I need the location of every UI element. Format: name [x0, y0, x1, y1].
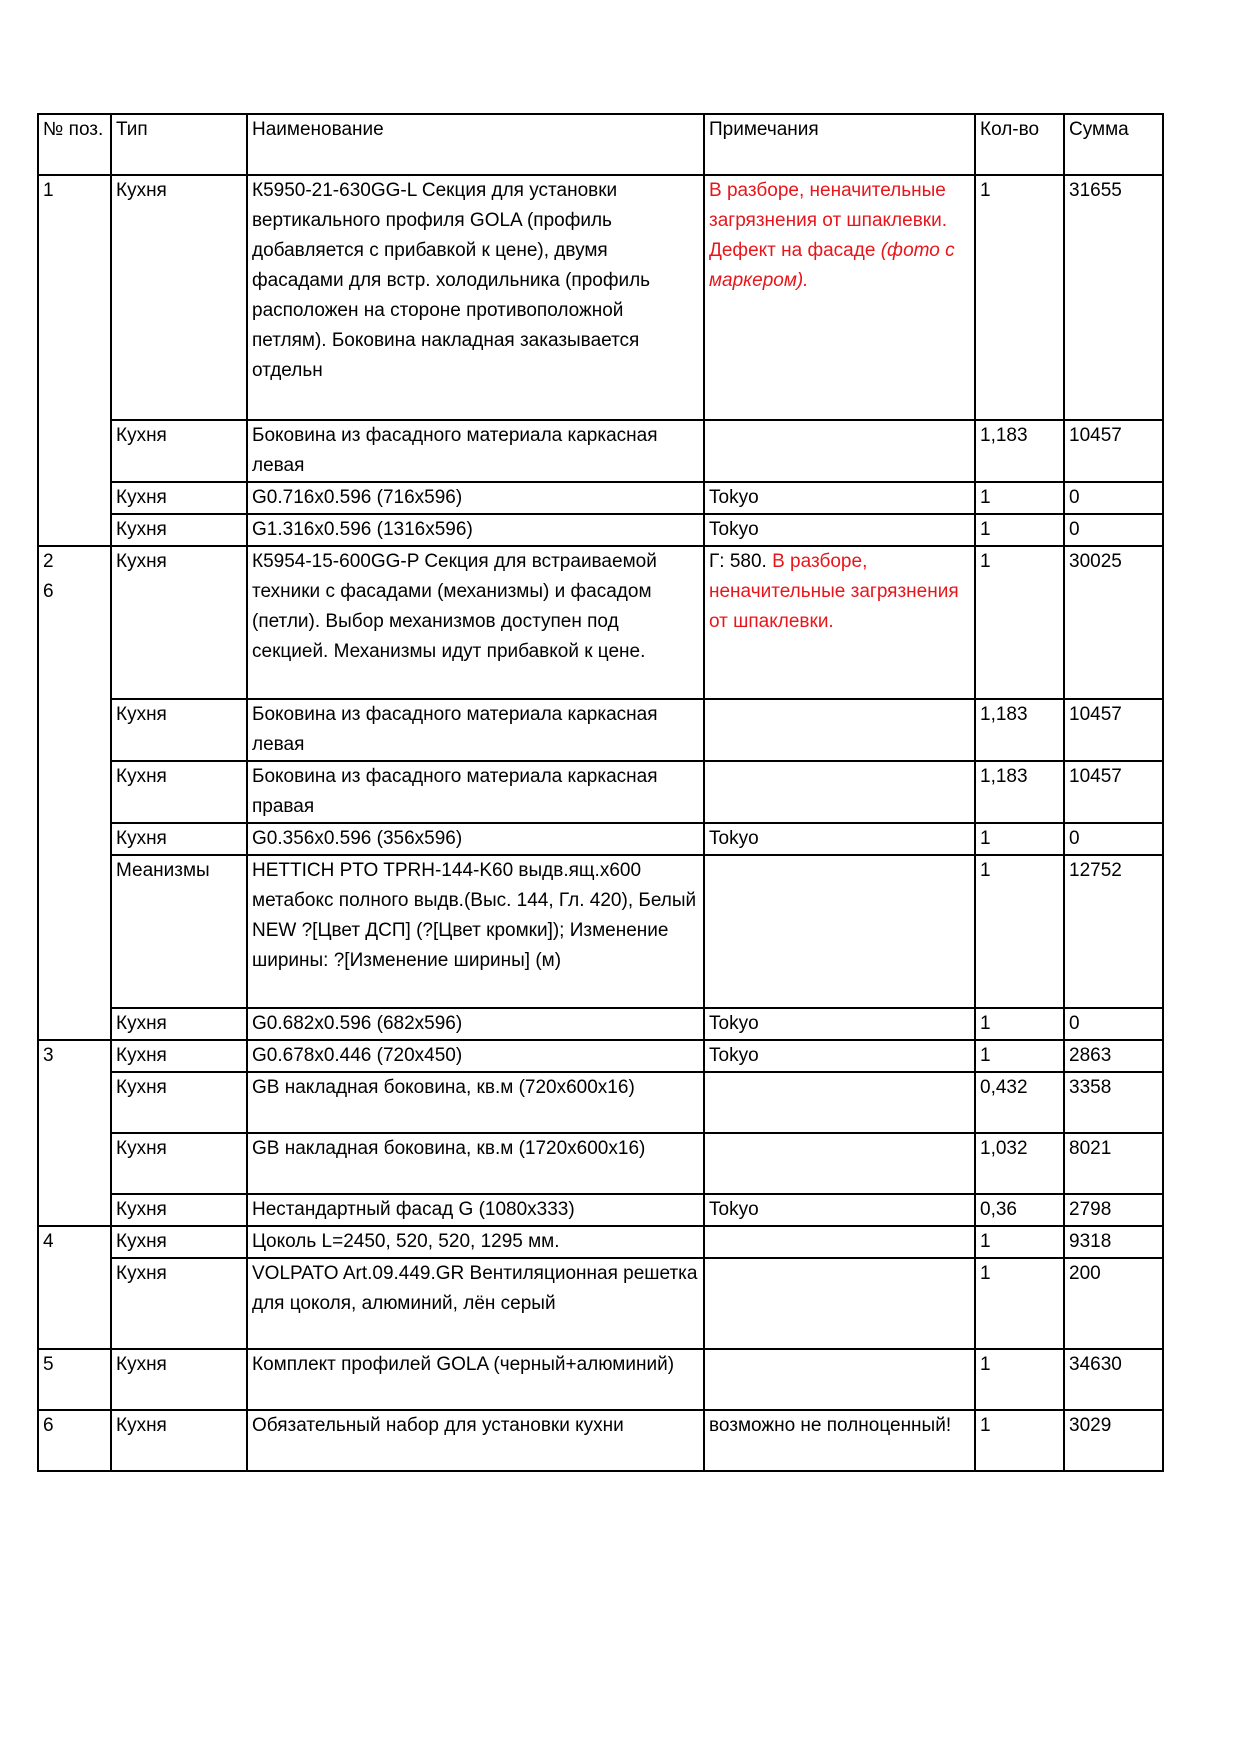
item-note: [704, 420, 975, 482]
item-sum: 31655: [1064, 175, 1163, 420]
item-name: G0.716x0.596 (716x596): [247, 482, 704, 514]
note-warning-text: В разборе, неначительные загрязнения от шпаклевки.: [709, 551, 959, 632]
item-note: [704, 514, 975, 546]
item-name: Комплект профилей GOLA (черный+алюминий): [247, 1349, 704, 1410]
item-sum: 12752: [1064, 855, 1163, 1008]
item-quantity: 1: [975, 1349, 1064, 1410]
item-sum: 0: [1064, 1008, 1163, 1040]
item-quantity: 1: [975, 1410, 1064, 1471]
item-note: [704, 546, 975, 699]
note-warning-text: В разборе, неначительные загрязнения от шпаклевки. Дефект на фасаде: [709, 180, 948, 261]
header-pos: № поз.: [38, 114, 111, 175]
table-row: [38, 1226, 1163, 1258]
item-note: [704, 823, 975, 855]
item-name: Нестандартный фасад G (1080x333): [247, 1194, 704, 1226]
note-text: Tokyo: [709, 1199, 759, 1220]
document-page: [37, 113, 1162, 1472]
table-row: [38, 1258, 1163, 1349]
position-number: [38, 175, 111, 546]
table-row: [38, 482, 1163, 514]
position-number: [38, 546, 111, 1040]
item-quantity: 1: [975, 175, 1064, 420]
item-sum: 10457: [1064, 420, 1163, 482]
item-quantity: 1: [975, 482, 1064, 514]
table-row: [38, 823, 1163, 855]
item-sum: 10457: [1064, 761, 1163, 823]
item-type: Кухня: [111, 546, 247, 699]
item-name: GB накладная боковина, кв.м (1720x600x16): [247, 1133, 704, 1194]
item-name: G0.682x0.596 (682x596): [247, 1008, 704, 1040]
item-name: Цоколь L=2450, 520, 520, 1295 мм.: [247, 1226, 704, 1258]
item-name: G1.316x0.596 (1316x596): [247, 514, 704, 546]
position-number-line: 4: [43, 1231, 54, 1252]
item-quantity: 0,432: [975, 1072, 1064, 1133]
table-row: [38, 514, 1163, 546]
header-name: Наименование: [247, 114, 704, 175]
table-row: [38, 855, 1163, 1008]
header-note: Примечания: [704, 114, 975, 175]
table-row: [38, 1072, 1163, 1133]
item-type: Кухня: [111, 514, 247, 546]
item-sum: 30025: [1064, 546, 1163, 699]
item-note: [704, 1349, 975, 1410]
item-name: G0.678x0.446 (720x450): [247, 1040, 704, 1072]
position-number-line: 3: [43, 1045, 54, 1066]
item-note: [704, 1072, 975, 1133]
note-text: Tokyo: [709, 519, 759, 540]
item-name: К5950-21-630GG-L Секция для установки вертикального профиля GOLA (профиль добавляется с прибавкой к цене), двумя фасадами для встр. холодильника (профиль расположен на стороне противоположной петлям). Боковина накладная заказывается отдельн: [247, 175, 704, 420]
item-name: Боковина из фасадного материала каркасная левая: [247, 699, 704, 761]
item-note: [704, 855, 975, 1008]
item-sum: 8021: [1064, 1133, 1163, 1194]
note-text: Tokyo: [709, 1013, 759, 1034]
item-type: Кухня: [111, 1008, 247, 1040]
item-note: [704, 1008, 975, 1040]
note-text: Tokyo: [709, 828, 759, 849]
item-quantity: 1: [975, 514, 1064, 546]
item-note: [704, 1226, 975, 1258]
item-sum: 0: [1064, 482, 1163, 514]
table-row: [38, 1194, 1163, 1226]
header-row: [38, 114, 1163, 175]
item-type: Кухня: [111, 1349, 247, 1410]
item-quantity: 1: [975, 1258, 1064, 1349]
item-note: [704, 1133, 975, 1194]
note-text: Г: 580.: [709, 551, 773, 572]
item-type: Кухня: [111, 1040, 247, 1072]
item-sum: 10457: [1064, 699, 1163, 761]
item-note: [704, 1040, 975, 1072]
note-text: Tokyo: [709, 487, 759, 508]
position-number: [38, 1410, 111, 1471]
item-sum: 9318: [1064, 1226, 1163, 1258]
header-qty: Кол-во: [975, 114, 1064, 175]
item-type: Кухня: [111, 1072, 247, 1133]
table-row: [38, 761, 1163, 823]
item-note: [704, 175, 975, 420]
item-quantity: 1: [975, 823, 1064, 855]
item-type: Кухня: [111, 1194, 247, 1226]
item-note: [704, 1258, 975, 1349]
table-row: [38, 1349, 1163, 1410]
item-name: G0.356x0.596 (356x596): [247, 823, 704, 855]
position-number: [38, 1349, 111, 1410]
item-note: [704, 699, 975, 761]
table-body: [38, 175, 1163, 1471]
position-number: [38, 1040, 111, 1226]
item-note: [704, 761, 975, 823]
item-name: VOLPATO Art.09.449.GR Вентиляционная решетка для цоколя, алюминий, лён серый: [247, 1258, 704, 1349]
table-row: [38, 1040, 1163, 1072]
item-quantity: 1,032: [975, 1133, 1064, 1194]
item-quantity: 1,183: [975, 420, 1064, 482]
item-name: GB накладная боковина, кв.м (720x600x16): [247, 1072, 704, 1133]
item-name: Обязательный набор для установки кухни: [247, 1410, 704, 1471]
item-note: [704, 1410, 975, 1471]
item-name: Боковина из фасадного материала каркасная левая: [247, 420, 704, 482]
item-name: Боковина из фасадного материала каркасная правая: [247, 761, 704, 823]
header-type: Тип: [111, 114, 247, 175]
position-number-line: 5: [43, 1354, 54, 1375]
position-number-line: 2: [43, 551, 54, 572]
position-number-line: 6: [43, 1415, 54, 1436]
item-quantity: 0,36: [975, 1194, 1064, 1226]
item-type: Кухня: [111, 761, 247, 823]
item-note: [704, 1194, 975, 1226]
note-text: Tokyo: [709, 1045, 759, 1066]
item-type: Кухня: [111, 1133, 247, 1194]
item-type: Кухня: [111, 1226, 247, 1258]
table-row: [38, 546, 1163, 699]
header-sum: Сумма: [1064, 114, 1163, 175]
item-type: Кухня: [111, 823, 247, 855]
position-number-line: 6: [43, 581, 54, 602]
note-warning-italic-text: (фото с маркером).: [709, 240, 955, 291]
position-number: [38, 1226, 111, 1349]
note-text: возможно не полноценный!: [709, 1415, 952, 1436]
item-quantity: 1: [975, 1008, 1064, 1040]
item-type: Кухня: [111, 420, 247, 482]
table-row: [38, 1410, 1163, 1471]
item-type: Кухня: [111, 175, 247, 420]
item-sum: 2863: [1064, 1040, 1163, 1072]
item-type: Меанизмы: [111, 855, 247, 1008]
item-quantity: 1,183: [975, 699, 1064, 761]
item-type: Кухня: [111, 699, 247, 761]
item-quantity: 1: [975, 855, 1064, 1008]
item-quantity: 1,183: [975, 761, 1064, 823]
item-sum: 0: [1064, 823, 1163, 855]
item-type: Кухня: [111, 1410, 247, 1471]
item-quantity: 1: [975, 1040, 1064, 1072]
item-sum: 3029: [1064, 1410, 1163, 1471]
table-row: [38, 1008, 1163, 1040]
item-sum: 200: [1064, 1258, 1163, 1349]
item-sum: 0: [1064, 514, 1163, 546]
item-quantity: 1: [975, 546, 1064, 699]
table-row: [38, 699, 1163, 761]
table-row: [38, 175, 1163, 420]
item-quantity: 1: [975, 1226, 1064, 1258]
item-sum: 3358: [1064, 1072, 1163, 1133]
item-note: [704, 482, 975, 514]
item-type: Кухня: [111, 482, 247, 514]
item-sum: 34630: [1064, 1349, 1163, 1410]
position-number-line: 1: [43, 180, 54, 201]
item-name: HETTICH PTO TPRH-144-K60 выдв.ящ.x600 метабокс полного выдв.(Выс. 144, Гл. 420), Белый NEW ?[Цвет ДСП] (?[Цвет кромки]); Изменение ширины: ?[Изменение ширины] (м): [247, 855, 704, 1008]
item-type: Кухня: [111, 1258, 247, 1349]
table-row: [38, 420, 1163, 482]
specification-table: [37, 113, 1164, 1472]
item-name: К5954-15-600GG-P Секция для встраиваемой техники с фасадами (механизмы) и фасадом (петли). Выбор механизмов доступен под секцией. Механизмы идут прибавкой к цене.: [247, 546, 704, 699]
table-row: [38, 1133, 1163, 1194]
item-sum: 2798: [1064, 1194, 1163, 1226]
